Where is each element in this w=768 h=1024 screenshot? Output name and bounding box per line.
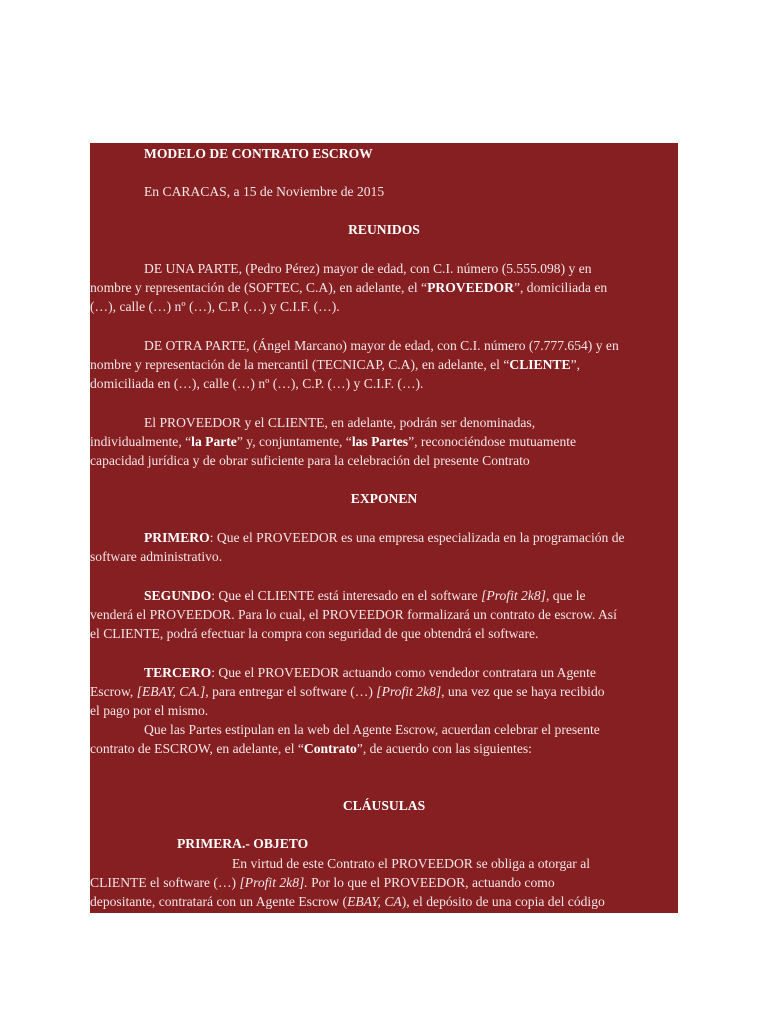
clause-one-line-2: CLIENTE el software (…) [Profit 2k8]. Por lo que el PROVEEDOR, actuando como <box>90 875 555 890</box>
document-title: MODELO DE CONTRATO ESCROW <box>144 146 373 161</box>
tercero-line-1: TERCERO: Que el PROVEEDOR actuando como vendedor contratara un Agente <box>144 665 596 680</box>
party-one-line-2: nombre y representación de (SOFTEC, C.A), en adelante, el “PROVEEDOR”, domiciliada en <box>90 280 608 295</box>
contract-document <box>90 143 678 913</box>
heading-primera-objeto: PRIMERA.- OBJETO <box>177 836 309 851</box>
party-one-line-3: (…), calle (…) nº (…), C.P. (…) y C.I.F. (…). <box>90 299 340 314</box>
party-two-line-2: nombre y representación de la mercantil (TECNICAP, C.A), en adelante, el “CLIENTE”, <box>90 357 581 372</box>
tercero-line-3: el pago por el mismo. <box>90 703 209 718</box>
segundo-line-3: el CLIENTE, podrá efectuar la compra con seguridad de que obtendrá el software. <box>90 626 539 641</box>
agreement-line-2: contrato de ESCROW, en adelante, el “Contrato”, de acuerdo con las siguientes: <box>90 741 532 756</box>
clause-one-line-1: En virtud de este Contrato el PROVEEDOR se obliga a otorgar al <box>232 856 591 871</box>
parties-line-3: capacidad jurídica y de obrar suficiente para la celebración del presente Contrato <box>90 453 530 468</box>
clause-one-line-3: depositante, contratará con un Agente Escrow (EBAY, CA), el depósito de una copia del código <box>90 894 605 909</box>
agreement-line-1: Que las Partes estipulan en la web del Agente Escrow, acuerdan celebrar el presente <box>144 722 600 737</box>
parties-line-2: individualmente, “la Parte” y, conjuntamente, “las Partes”, reconociéndose mutuamente <box>90 434 577 449</box>
heading-exponen: EXPONEN <box>350 491 418 506</box>
segundo-line-2: venderá el PROVEEDOR. Para lo cual, el PROVEEDOR formalizará un contrato de escrow. Así <box>90 607 617 622</box>
primero-line-1: PRIMERO: Que el PROVEEDOR es una empresa especializada en la programación de <box>144 530 625 545</box>
party-two-line-1: DE OTRA PARTE, (Ángel Marcano) mayor de edad, con C.I. número (7.777.654) y en <box>144 338 619 353</box>
party-one-line-1: DE UNA PARTE, (Pedro Pérez) mayor de edad, con C.I. número (5.555.098) y en <box>144 261 592 276</box>
party-two-line-3: domiciliada en (…), calle (…) nº (…), C.P. (…) y C.I.F. (…). <box>90 376 424 391</box>
heading-clausulas: CLÁUSULAS <box>342 798 426 813</box>
tercero-line-2: Escrow, [EBAY, CA.], para entregar el software (…) [Profit 2k8], una vez que se haya recibido <box>90 684 605 699</box>
heading-reunidos: REUNIDOS <box>348 222 420 237</box>
primero-line-2: software administrativo. <box>90 549 223 564</box>
place-date: En CARACAS, a 15 de Noviembre de 2015 <box>144 184 385 199</box>
parties-line-1: El PROVEEDOR y el CLIENTE, en adelante, podrán ser denominadas, <box>144 415 536 430</box>
segundo-line-1: SEGUNDO: Que el CLIENTE está interesado en el software [Profit 2k8], que le <box>144 588 586 603</box>
